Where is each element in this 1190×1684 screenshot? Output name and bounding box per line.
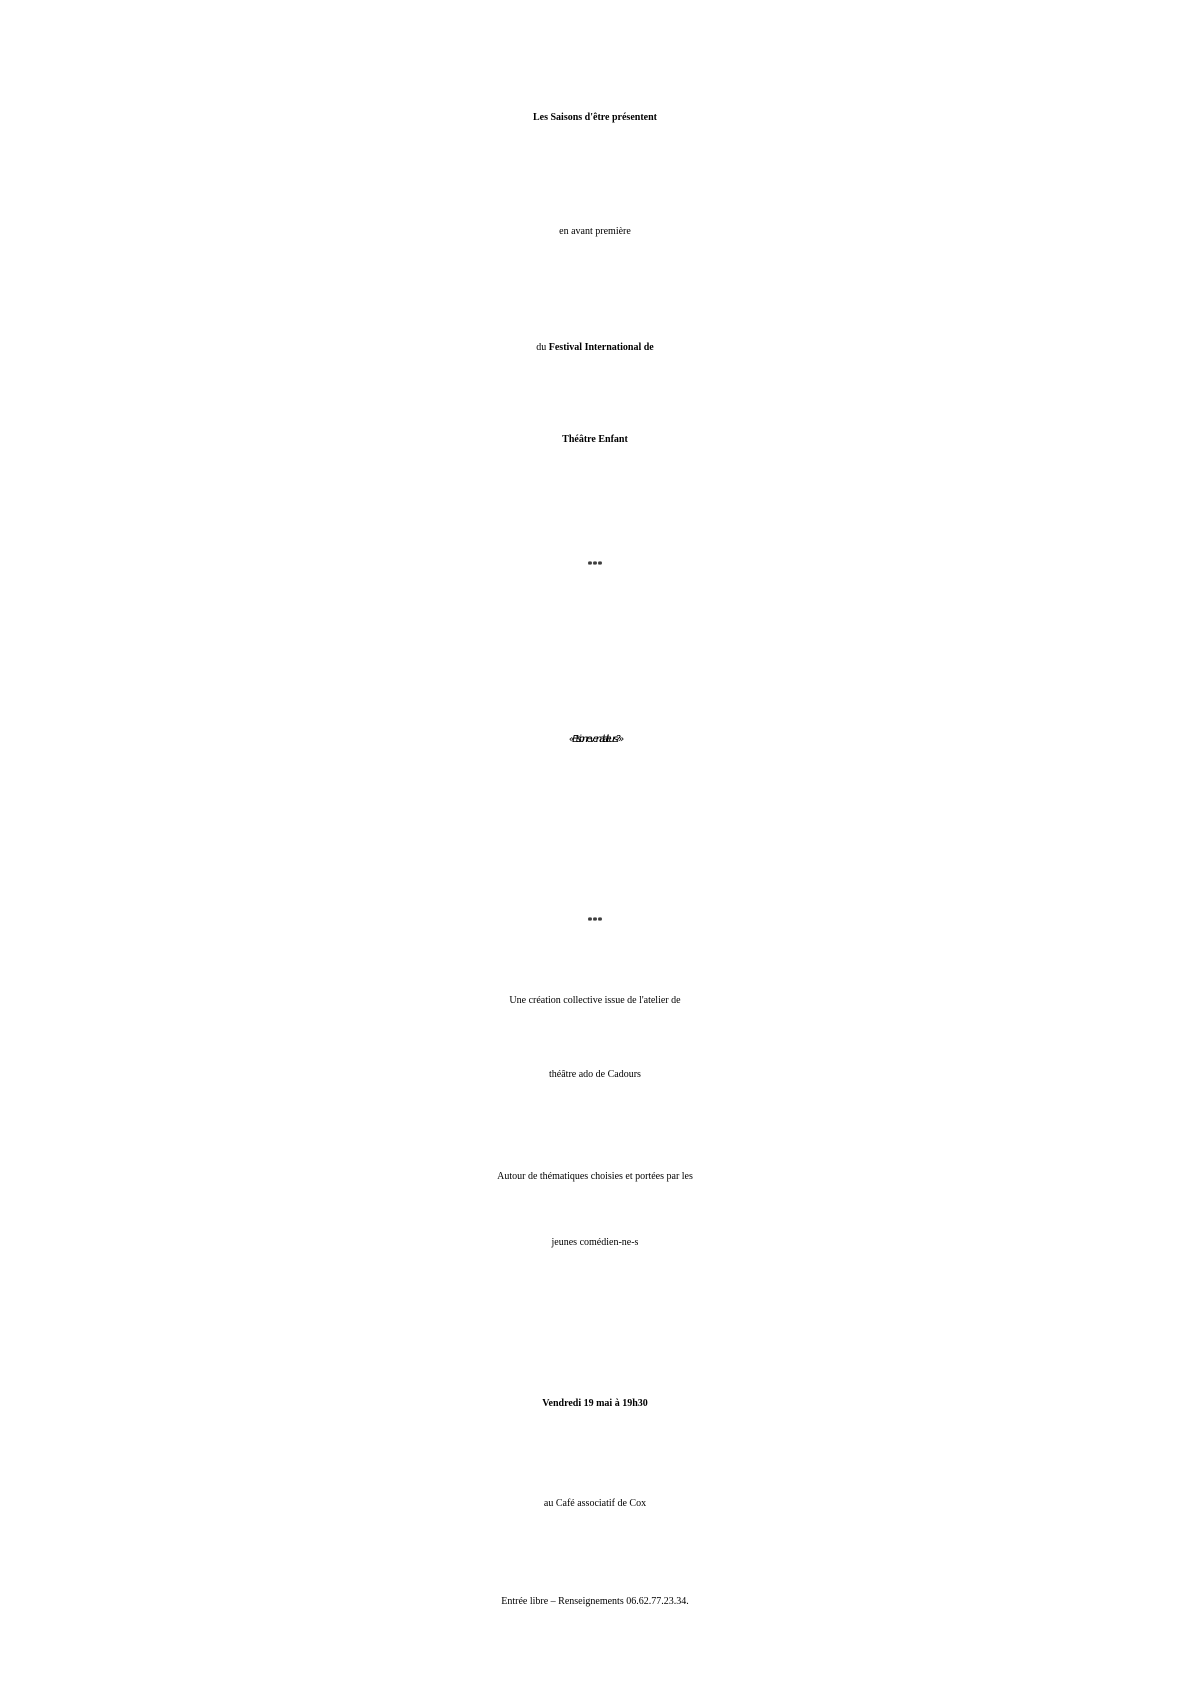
description-line-2: théâtre ado de Cadours [549, 1069, 641, 1080]
description-line-1: Une création collective issue de l'atelier de [509, 995, 681, 1006]
event-date: Vendredi 19 mai à 19h30 [542, 1398, 648, 1409]
festival-prefix: du [536, 342, 549, 353]
festival-line-2: Théâtre Enfant [562, 434, 628, 445]
themes-line-2: jeunes comédien-ne-s [551, 1237, 639, 1248]
preview-subtitle: en avant première [559, 226, 631, 237]
entry-info: Entrée libre – Renseignements 06.62.77.23.34. [501, 1596, 689, 1607]
themes-line-1: Autour de thématiques choisies et portées par les [497, 1171, 693, 1182]
show-title: « Et si on revenait ailleurs ? » [568, 734, 622, 745]
separator-stars-top: *** [587, 560, 603, 571]
presenter-heading: Les Saisons d'être présentent [533, 112, 657, 123]
festival-name: Festival International de [548, 342, 654, 353]
separator-stars-bottom: *** [587, 916, 603, 927]
event-venue: au Café associatif de Cox [543, 1498, 647, 1509]
festival-line-1 [0, 306, 1190, 390]
